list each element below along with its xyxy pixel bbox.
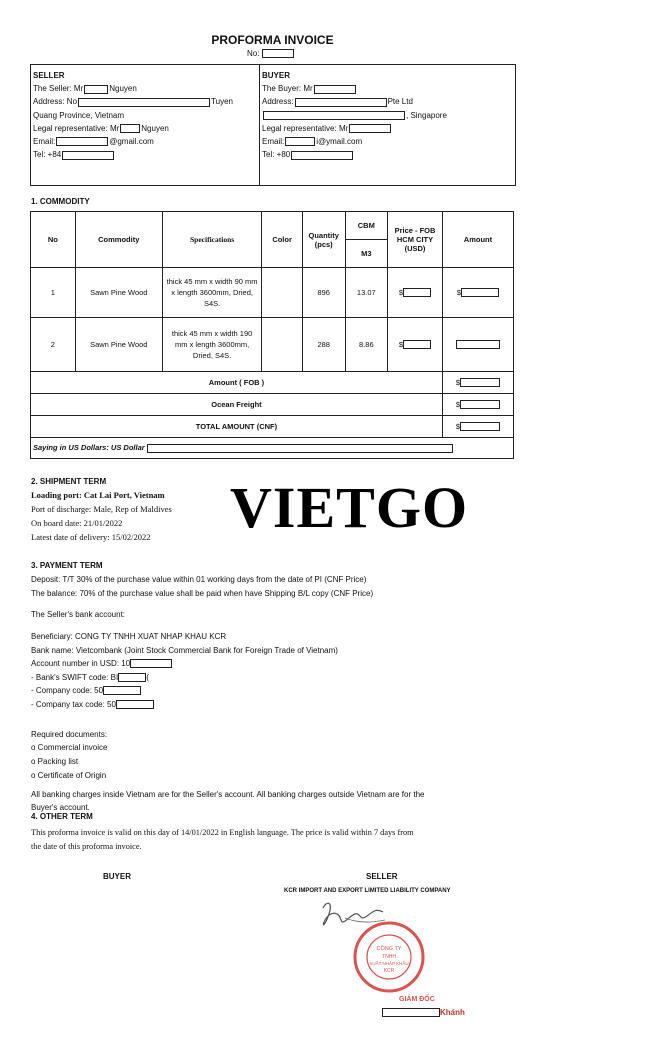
- redacted-field: [456, 340, 500, 349]
- col-amount: Amount: [442, 212, 513, 268]
- table-row: [31, 268, 514, 318]
- seller-line-suffix: Nguyen: [109, 84, 137, 94]
- seller-line-suffix: Tuyen: [211, 97, 233, 107]
- validity-text: This proforma invoice is valid on this day of 14/01/2022 in English language. The price is valid within 7 days from: [31, 828, 414, 837]
- buyer-line: [262, 109, 447, 122]
- row-spec: thick 45 mm x width 90 mm x length 3600mm, Dried, S4S.: [162, 268, 261, 318]
- buyer-line: [262, 148, 447, 161]
- redacted-field: [147, 444, 453, 453]
- redacted-field: [56, 137, 108, 146]
- redacted-field: [349, 124, 391, 133]
- parties-box: [30, 64, 516, 186]
- row-amount: [442, 318, 513, 372]
- seller-line: [33, 95, 233, 108]
- seller-company-name: KCR IMPORT AND EXPORT LIMITED LIABILITY COMPANY: [284, 888, 451, 894]
- buyer-line: [262, 122, 447, 135]
- total-label: TOTAL AMOUNT (CNF): [31, 416, 443, 438]
- col-cbm-unit: M3: [345, 240, 388, 268]
- seller-heading: SELLER: [33, 71, 65, 80]
- charges-text-2: Buyer's account.: [31, 803, 90, 812]
- col-no: No: [31, 212, 76, 268]
- row-cbm: 13.07: [345, 268, 388, 318]
- watermark-logo: VIETGO: [230, 475, 469, 540]
- seller-line: [33, 135, 233, 148]
- invoice-number: [247, 49, 294, 58]
- seller-line: [33, 122, 233, 135]
- validity-text-2: the date of this proforma invoice.: [31, 842, 142, 851]
- currency-symbol: $: [455, 421, 461, 431]
- amount-fob-label: Amount ( FOB ): [31, 372, 443, 394]
- redacted-field: [62, 151, 114, 160]
- latest-delivery-date: Latest date of delivery: 15/02/2022: [31, 532, 151, 542]
- company-stamp: [352, 920, 426, 994]
- tax-code-label: - Company tax code: 50: [31, 700, 116, 709]
- seller-line-label: Email:: [33, 137, 56, 147]
- redacted-field: [403, 340, 431, 349]
- row-cbm: 8.86: [345, 318, 388, 372]
- swift-tail: (: [146, 673, 149, 682]
- row-price: [388, 268, 443, 318]
- col-price: Price - FOB HCM CITY (USD): [388, 212, 443, 268]
- total-value: [442, 416, 513, 438]
- redacted-field: [460, 422, 500, 431]
- buyer-line-suffix: i@ymail.com: [316, 137, 363, 147]
- seller-line-label: Quang Province, Vietnam: [33, 110, 125, 120]
- redacted-field: [403, 288, 431, 297]
- director-name-text: Khánh: [440, 1008, 465, 1017]
- redacted-field: [291, 151, 353, 160]
- seller-line: [33, 82, 233, 95]
- seller-line-label: Tel: +84: [33, 150, 62, 160]
- doc-item: o Commercial invoice: [31, 743, 108, 752]
- buyer-line-suffix: , Singapore: [406, 110, 447, 120]
- buyer-line-label: Tel: +80: [262, 150, 291, 160]
- tax-code: [31, 700, 154, 709]
- buyer-line-label: Legal representative: Mr: [262, 123, 349, 133]
- saying-row: [31, 438, 514, 459]
- account-number: [31, 659, 172, 668]
- redacted-field: [295, 98, 387, 107]
- ocean-freight-row: [31, 394, 514, 416]
- beneficiary: Beneficiary: CONG TY TNHH XUAT NHAP KHAU KCR: [31, 632, 227, 641]
- seller-line-suffix: @gmail.com: [109, 137, 154, 147]
- buyer-signature-label: BUYER: [103, 872, 132, 881]
- buyer-line-label: The Buyer: Mr: [262, 84, 313, 94]
- swift-label: - Bank's SWIFT code: BI: [31, 673, 119, 682]
- redacted-field: [116, 700, 154, 709]
- total-row: [31, 416, 514, 438]
- buyer-line: [262, 135, 447, 148]
- row-qty: 896: [302, 268, 345, 318]
- balance-text: The balance: 70% of the purchase value shall be paid when have Shipping B/L copy (CNF Price): [31, 589, 374, 598]
- buyer-line: [262, 95, 447, 108]
- amount-prefix: $: [456, 287, 462, 297]
- buyer-block: [262, 69, 447, 161]
- redacted-field: [262, 49, 294, 58]
- redacted-field: [460, 400, 500, 409]
- buyer-line-suffix: Pte Ltd: [387, 97, 413, 107]
- seller-signature-label: SELLER: [366, 872, 398, 881]
- currency-symbol: $: [455, 377, 461, 387]
- saying-cell: [31, 438, 514, 459]
- seller-line-label: Legal representative: Mr: [33, 123, 120, 133]
- ocean-freight-value: [442, 394, 513, 416]
- on-board-date: On board date: 21/01/2022: [31, 518, 123, 528]
- saying-label: Saying in US Dollars: US Dollar: [33, 443, 145, 453]
- other-heading: 4. OTHER TERM: [31, 812, 93, 821]
- price-prefix: $: [398, 339, 404, 349]
- row-spec: thick 45 mm x width 190 mm x length 3600mm, Dried, S4S.: [162, 318, 261, 372]
- svg-text:KCR: KCR: [383, 968, 395, 974]
- deposit-text: Deposit: T/T 30% of the purchase value within 01 working days from the date of PI (CNF Price): [31, 575, 367, 584]
- buyer-line-label: Address:: [262, 97, 294, 107]
- row-price: [388, 318, 443, 372]
- commodity-table: [30, 211, 514, 459]
- redacted-field: [461, 288, 499, 297]
- seller-line: [33, 148, 233, 161]
- row-amount: [442, 268, 513, 318]
- doc-item: o Certificate of Origin: [31, 771, 107, 780]
- seller-line-suffix: Nguyen: [141, 123, 169, 133]
- col-quantity: Quantity (pcs): [302, 212, 345, 268]
- payment-heading: 3. PAYMENT TERM: [31, 561, 103, 570]
- currency-symbol: $: [455, 399, 461, 409]
- seller-line: [33, 109, 233, 122]
- redacted-field: [460, 378, 500, 387]
- row-color: [262, 318, 303, 372]
- swift-code: [31, 673, 149, 682]
- row-qty: 288: [302, 318, 345, 372]
- commodity-heading: 1. COMMODITY: [31, 197, 90, 206]
- price-prefix: $: [398, 287, 404, 297]
- discharge-port: Port of discharge: Male, Rep of Maldives: [31, 504, 172, 514]
- svg-text:TNHH: TNHH: [382, 954, 396, 960]
- redacted-field: [120, 124, 140, 133]
- invoice-title: PROFORMA INVOICE: [211, 33, 334, 47]
- director-name: [382, 1008, 465, 1017]
- seller-line-label: The Seller: Mr: [33, 84, 84, 94]
- required-docs-label: Required documents:: [31, 730, 108, 739]
- redacted-field: [314, 85, 356, 94]
- account-label: Account number in USD: 10: [31, 659, 131, 668]
- shipment-heading: 2. SHIPMENT TERM: [31, 477, 107, 486]
- buyer-line-label: Email:: [262, 137, 285, 147]
- director-title: GIÁM ĐỐC: [399, 996, 435, 1003]
- table-row: [31, 318, 514, 372]
- amount-fob-row: [31, 372, 514, 394]
- buyer-heading: BUYER: [262, 71, 291, 80]
- redacted-field: [103, 686, 141, 695]
- company-code: [31, 686, 141, 695]
- invoice-number-label: No:: [247, 49, 260, 58]
- redacted-field: [285, 137, 315, 146]
- row-no: 2: [31, 318, 76, 372]
- redacted-field: [130, 659, 172, 668]
- redacted-field: [382, 1008, 440, 1017]
- svg-text:XUẤT NHẬP KHẨU: XUẤT NHẬP KHẨU: [369, 961, 409, 966]
- col-cbm: CBM: [345, 212, 388, 240]
- row-commodity: Sawn Pine Wood: [75, 318, 162, 372]
- bank-account-label: The Seller's bank account:: [31, 610, 126, 619]
- seller-line-label: Address: No: [33, 97, 78, 107]
- redacted-field: [118, 673, 146, 682]
- col-commodity: Commodity: [75, 212, 162, 268]
- doc-item: o Packing list: [31, 757, 79, 766]
- redacted-field: [84, 85, 108, 94]
- seller-block: [33, 69, 233, 161]
- col-color: Color: [262, 212, 303, 268]
- row-color: [262, 268, 303, 318]
- redacted-field: [263, 111, 405, 120]
- redacted-field: [78, 98, 210, 107]
- amount-fob-value: [442, 372, 513, 394]
- row-commodity: Sawn Pine Wood: [75, 268, 162, 318]
- col-specifications: Specifications: [162, 212, 261, 268]
- ocean-freight-label: Ocean Freight: [31, 394, 443, 416]
- buyer-line: [262, 82, 447, 95]
- charges-text: All banking charges inside Vietnam are for the Seller's account. All banking charges outside Vietnam are for the: [31, 790, 425, 799]
- company-code-label: - Company code: 50: [31, 686, 104, 695]
- loading-port: Loading port: Cat Lai Port, Vietnam: [31, 490, 165, 500]
- svg-text:CÔNG TY: CÔNG TY: [376, 946, 402, 952]
- bank-name: Bank name: Vietcombank (Joint Stock Commercial Bank for Foreign Trade of Vietnam): [31, 646, 338, 655]
- row-no: 1: [31, 268, 76, 318]
